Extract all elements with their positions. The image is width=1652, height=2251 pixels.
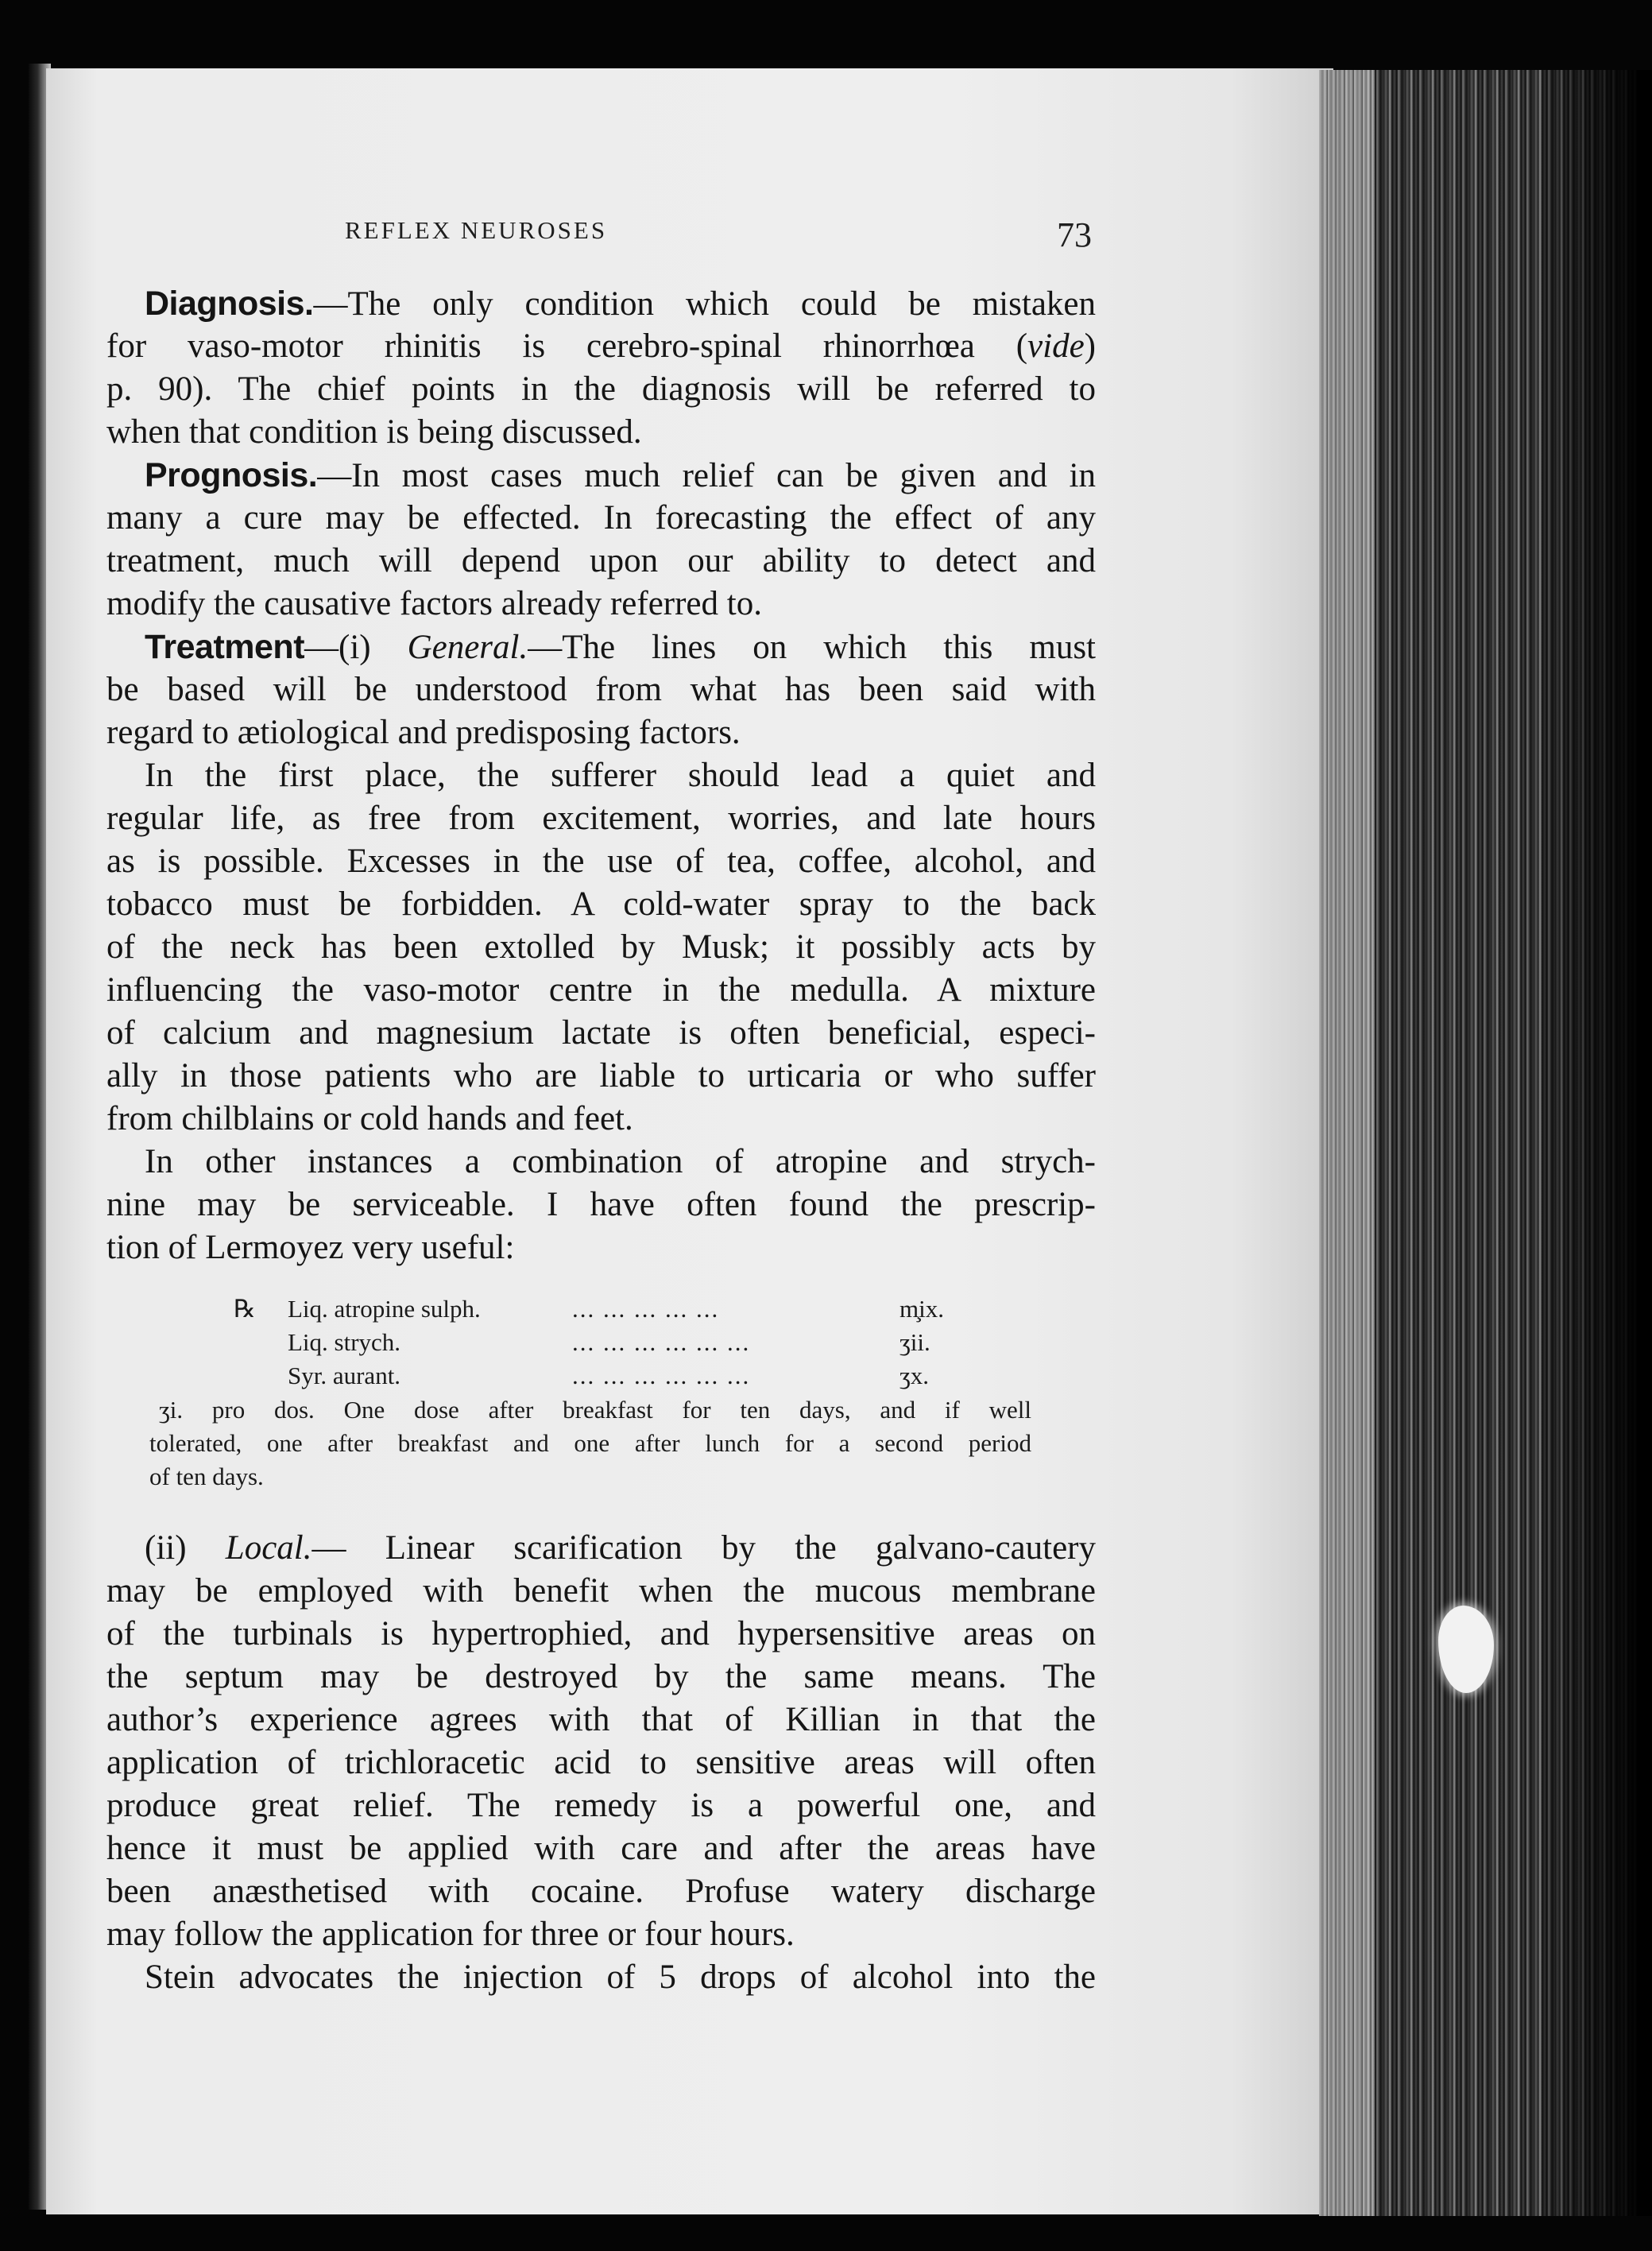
first-place-line-7: of calcium and magnesium lactate is often beneficial, especi- — [106, 1014, 1096, 1052]
prognosis-heading: Prognosis. — [145, 456, 318, 494]
other-instances-line-2: nine may be serviceable. I have often found the prescrip- — [106, 1186, 1096, 1223]
diagnosis-line-1: Diagnosis.—The only condition which could be mistaken — [145, 285, 1096, 323]
first-place-line-3: as is possible. Excesses in the use of tea, coffee, alcohol, and — [106, 843, 1096, 880]
local-line-1: (ii) Local.— Linear scarification by the galvano-cautery — [145, 1529, 1096, 1567]
diagnosis-line-4: when that condition is being discussed. — [106, 413, 642, 451]
recipe-symbol: ℞ — [234, 1295, 256, 1323]
other-instances-line-1: In other instances a combination of atropine and strych- — [145, 1143, 1096, 1180]
prescription-note-line-1: ʒi. pro dos. One dose after breakfast for ten days, and if well — [159, 1396, 1031, 1424]
prognosis-line-4: modify the causative factors already referred to. — [106, 585, 762, 622]
vide-italic: vide — [1027, 327, 1085, 365]
local-italic: Local. — [225, 1529, 312, 1567]
local-line-6: application of trichloracetic acid to sensitive areas will often — [106, 1744, 1096, 1781]
other-instances-line-3: tion of Lermoyez very useful: — [106, 1229, 515, 1266]
first-place-line-5: of the neck has been extolled by Musk; it possibly acts by — [106, 928, 1096, 966]
book-fore-edge-highlight — [1319, 70, 1375, 2216]
general-italic: General. — [407, 629, 528, 666]
first-place-line-2: regular life, as free from excitement, worries, and late hours — [106, 800, 1096, 837]
stein-line-1: Stein advocates the injection of 5 drops of alcohol into the — [145, 1958, 1096, 1996]
prescription-dose: m̧ix. — [900, 1295, 944, 1323]
prognosis-line-3: treatment, much will depend upon our ability to detect and — [106, 542, 1096, 579]
prescription-dose: ʒx. — [900, 1362, 930, 1389]
running-head: REFLEX NEUROSES — [345, 216, 608, 244]
local-line-4: the septum may be destroyed by the same means. The — [106, 1658, 1096, 1695]
prescription-leader-dots: ... ... ... ... ... ... — [572, 1328, 751, 1356]
treatment-heading: Treatment — [145, 628, 305, 666]
diagnosis-line-2: for vaso-motor rhinitis is cerebro-spinal rhinorrhœa (vide) — [106, 327, 1096, 365]
prescription-dose: ʒii. — [900, 1328, 930, 1356]
page-number: 73 — [1057, 215, 1092, 254]
treatment-line-3: regard to ætiological and predisposing factors. — [106, 714, 741, 751]
local-line-3: of the turbinals is hypertrophied, and hypersensitive areas on — [106, 1615, 1096, 1652]
prescription-note-line-3: of ten days. — [149, 1463, 264, 1490]
prescription-leader-dots: ... ... ... ... ... — [572, 1295, 720, 1323]
prescription-drug: Liq. strych. — [288, 1328, 401, 1356]
local-line-9: been anæsthetised with cocaine. Profuse watery discharge — [106, 1873, 1096, 1910]
prognosis-line-2: many a cure may be effected. In forecasting the effect of any — [106, 499, 1096, 537]
first-place-line-6: influencing the vaso-motor centre in the medulla. A mixture — [106, 971, 1096, 1009]
first-place-line-1: In the first place, the sufferer should lead a quiet and — [145, 757, 1096, 794]
prescription-note-line-2: tolerated, one after breakfast and one after lunch for a second period — [149, 1429, 1031, 1457]
prescription-drug: Liq. atropine sulph. — [288, 1295, 481, 1323]
prognosis-line-1: Prognosis.—In most cases much relief can be given and in — [145, 456, 1096, 494]
diagnosis-line-3: p. 90). The chief points in the diagnosis will be referred to — [106, 370, 1096, 408]
book-fore-edge-shadow — [1542, 70, 1652, 2216]
first-place-line-8: ally in those patients who are liable to urticaria or who suffer — [106, 1057, 1096, 1095]
diagnosis-heading: Diagnosis. — [145, 285, 314, 323]
local-line-5: author’s experience agrees with that of Killian in that the — [106, 1701, 1096, 1738]
first-place-line-9: from chilblains or cold hands and feet. — [106, 1100, 633, 1137]
treatment-line-2: be based will be understood from what has been said with — [106, 671, 1096, 708]
local-line-8: hence it must be applied with care and after the areas have — [106, 1830, 1096, 1867]
prescription-row-3 — [106, 1361, 1096, 1391]
first-place-line-4: tobacco must be forbidden. A cold-water spray to the back — [106, 885, 1096, 923]
treatment-line-1: Treatment—(i) General.—The lines on which this must — [145, 628, 1096, 666]
prescription-row-2 — [106, 1327, 1096, 1358]
prescription-row-1 — [106, 1294, 1096, 1324]
prescription-drug: Syr. aurant. — [288, 1362, 401, 1389]
local-line-10: may follow the application for three or four hours. — [106, 1916, 795, 1953]
local-line-2: may be employed with benefit when the mucous membrane — [106, 1572, 1096, 1610]
prescription-leader-dots: ... ... ... ... ... ... — [572, 1362, 751, 1389]
local-line-7: produce great relief. The remedy is a powerful one, and — [106, 1787, 1096, 1824]
